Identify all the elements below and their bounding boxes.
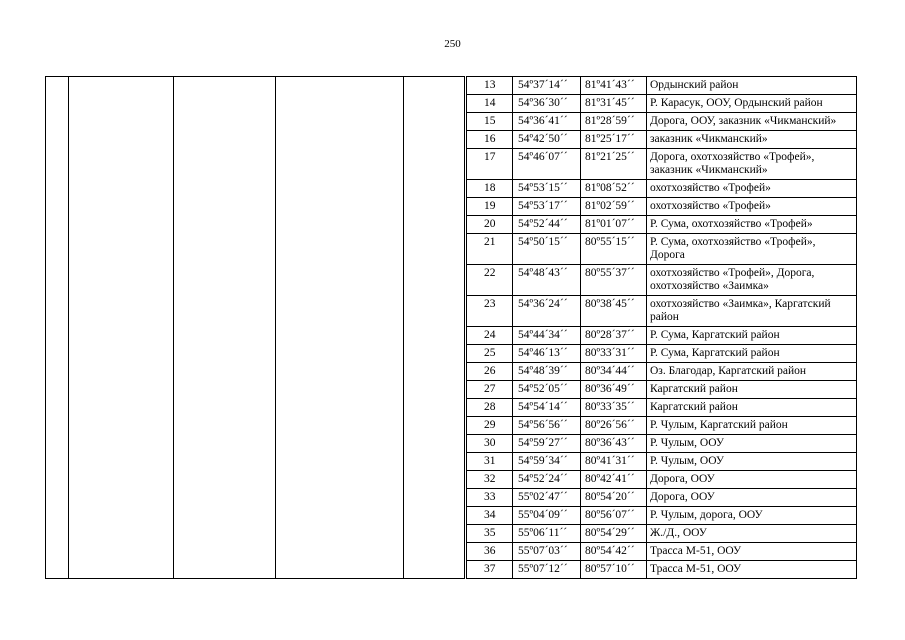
point-number-cell: 37 [467,561,513,579]
point-number-cell: 32 [467,471,513,489]
table-row [467,453,857,471]
latitude-cell: 54º42´50´´ [513,131,581,149]
table-row [467,561,857,579]
point-number-cell: 24 [467,327,513,345]
latitude-cell: 54º56´56´´ [513,417,581,435]
longitude-cell: 80º56´07´´ [581,507,647,525]
latitude-cell: 54º46´07´´ [513,149,581,180]
latitude-cell: 54º53´15´´ [513,180,581,198]
point-number-cell: 14 [467,95,513,113]
longitude-cell: 80º54´29´´ [581,525,647,543]
description-cell: Р. Сума, охотхозяйство «Трофей» [647,216,857,234]
latitude-cell: 54º48´43´´ [513,265,581,296]
longitude-cell: 80º42´41´´ [581,471,647,489]
table-row [467,234,857,265]
longitude-cell: 81º41´43´´ [581,77,647,95]
table-row [467,345,857,363]
longitude-cell: 81º08´52´´ [581,180,647,198]
latitude-cell: 55º07´03´´ [513,543,581,561]
longitude-cell: 80º54´42´´ [581,543,647,561]
point-number-cell: 29 [467,417,513,435]
column-divider [68,77,69,578]
point-number-cell: 35 [467,525,513,543]
page-number: 250 [444,38,461,50]
description-cell: охотхозяйство «Заимка», Каргатский район [647,296,857,327]
empty-columns-table [45,76,465,579]
point-number-cell: 22 [467,265,513,296]
description-cell: заказник «Чикманский» [647,131,857,149]
coordinates-table [466,76,857,579]
table-row [467,77,857,95]
latitude-cell: 54º36´24´´ [513,296,581,327]
latitude-cell: 54º36´41´´ [513,113,581,131]
column-divider [173,77,174,578]
table-row [467,489,857,507]
longitude-cell: 80º36´43´´ [581,435,647,453]
latitude-cell: 54º48´39´´ [513,363,581,381]
longitude-cell: 80º55´37´´ [581,265,647,296]
description-cell: Р. Сума, Каргатский район [647,327,857,345]
table-row [467,198,857,216]
table-row [467,180,857,198]
longitude-cell: 81º31´45´´ [581,95,647,113]
latitude-cell: 54º46´13´´ [513,345,581,363]
table-row [467,435,857,453]
description-cell: Трасса М-51, ООУ [647,543,857,561]
table-row [467,471,857,489]
table-row [467,417,857,435]
latitude-cell: 54º50´15´´ [513,234,581,265]
point-number-cell: 17 [467,149,513,180]
table-row [467,95,857,113]
table-row [467,381,857,399]
table-row [467,525,857,543]
column-divider [403,77,404,578]
description-cell: Р. Чулым, дорога, ООУ [647,507,857,525]
latitude-cell: 54º52´24´´ [513,471,581,489]
description-cell: Р. Чулым, ООУ [647,435,857,453]
description-cell: Ж./Д., ООУ [647,525,857,543]
description-cell: Дорога, ООУ, заказник «Чикманский» [647,113,857,131]
point-number-cell: 31 [467,453,513,471]
latitude-cell: 55º04´09´´ [513,507,581,525]
table-row [467,113,857,131]
point-number-cell: 23 [467,296,513,327]
longitude-cell: 80º34´44´´ [581,363,647,381]
description-cell: Р. Карасук, ООУ, Ордынский район [647,95,857,113]
latitude-cell: 54º59´34´´ [513,453,581,471]
point-number-cell: 36 [467,543,513,561]
point-number-cell: 34 [467,507,513,525]
table-row [467,296,857,327]
latitude-cell: 54º52´05´´ [513,381,581,399]
longitude-cell: 80º54´20´´ [581,489,647,507]
latitude-cell: 54º54´14´´ [513,399,581,417]
table-row [467,543,857,561]
description-cell: Ордынский район [647,77,857,95]
table-row [467,363,857,381]
longitude-cell: 80º28´37´´ [581,327,647,345]
latitude-cell: 54º44´34´´ [513,327,581,345]
description-cell: охотхозяйство «Трофей» [647,198,857,216]
point-number-cell: 16 [467,131,513,149]
point-number-cell: 21 [467,234,513,265]
point-number-cell: 13 [467,77,513,95]
longitude-cell: 81º02´59´´ [581,198,647,216]
column-divider [275,77,276,578]
longitude-cell: 80º33´31´´ [581,345,647,363]
longitude-cell: 80º36´49´´ [581,381,647,399]
latitude-cell: 54º52´44´´ [513,216,581,234]
longitude-cell: 81º01´07´´ [581,216,647,234]
coordinates-table-body [467,77,857,579]
point-number-cell: 20 [467,216,513,234]
table-row [467,216,857,234]
point-number-cell: 28 [467,399,513,417]
latitude-cell: 55º02´47´´ [513,489,581,507]
point-number-cell: 27 [467,381,513,399]
table-row [467,399,857,417]
point-number-cell: 19 [467,198,513,216]
description-cell: охотхозяйство «Трофей» [647,180,857,198]
latitude-cell: 54º53´17´´ [513,198,581,216]
point-number-cell: 25 [467,345,513,363]
table-row [467,131,857,149]
longitude-cell: 81º25´17´´ [581,131,647,149]
description-cell: Трасса М-51, ООУ [647,561,857,579]
point-number-cell: 30 [467,435,513,453]
latitude-cell: 54º59´27´´ [513,435,581,453]
point-number-cell: 33 [467,489,513,507]
longitude-cell: 81º21´25´´ [581,149,647,180]
description-cell: Р. Сума, Каргатский район [647,345,857,363]
description-cell: охотхозяйство «Трофей», Дорога, охотхозяйство «Заимка» [647,265,857,296]
description-cell: Дорога, ООУ [647,489,857,507]
table-row [467,265,857,296]
description-cell: Каргатский район [647,399,857,417]
description-cell: Р. Чулым, ООУ [647,453,857,471]
point-number-cell: 15 [467,113,513,131]
table-row [467,327,857,345]
point-number-cell: 18 [467,180,513,198]
longitude-cell: 80º57´10´´ [581,561,647,579]
longitude-cell: 80º38´45´´ [581,296,647,327]
latitude-cell: 55º07´12´´ [513,561,581,579]
table-row [467,507,857,525]
latitude-cell: 55º06´11´´ [513,525,581,543]
longitude-cell: 80º41´31´´ [581,453,647,471]
description-cell: Оз. Благодар, Каргатский район [647,363,857,381]
description-cell: Р. Чулым, Каргатский район [647,417,857,435]
table-row [467,149,857,180]
longitude-cell: 80º33´35´´ [581,399,647,417]
latitude-cell: 54º37´14´´ [513,77,581,95]
longitude-cell: 81º28´59´´ [581,113,647,131]
point-number-cell: 26 [467,363,513,381]
description-cell: Каргатский район [647,381,857,399]
description-cell: Р. Сума, охотхозяйство «Трофей», Дорога [647,234,857,265]
description-cell: Дорога, охотхозяйство «Трофей», заказник «Чикманский» [647,149,857,180]
description-cell: Дорога, ООУ [647,471,857,489]
latitude-cell: 54º36´30´´ [513,95,581,113]
longitude-cell: 80º26´56´´ [581,417,647,435]
longitude-cell: 80º55´15´´ [581,234,647,265]
